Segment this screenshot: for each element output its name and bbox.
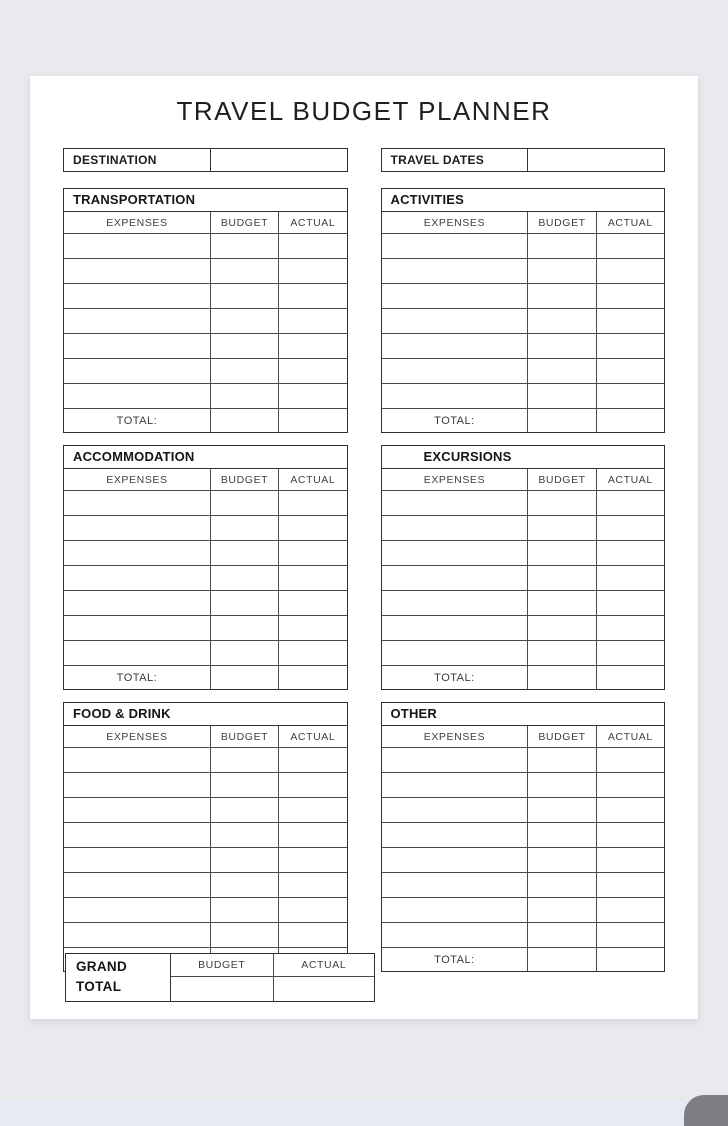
actual-cell[interactable] bbox=[279, 641, 347, 666]
expense-name-cell[interactable] bbox=[64, 848, 210, 873]
expense-row bbox=[382, 873, 665, 898]
expense-name-cell[interactable] bbox=[382, 491, 528, 516]
section-excursions bbox=[381, 445, 666, 690]
budget-cell[interactable] bbox=[528, 798, 596, 823]
actual-cell[interactable] bbox=[596, 591, 664, 616]
actual-cell[interactable] bbox=[596, 309, 664, 334]
actual-cell[interactable] bbox=[279, 259, 347, 284]
expense-row bbox=[382, 641, 665, 666]
actual-cell[interactable] bbox=[279, 284, 347, 309]
expense-name-cell[interactable] bbox=[382, 516, 528, 541]
expense-row bbox=[382, 616, 665, 641]
col-header-expenses: EXPENSES bbox=[382, 212, 528, 234]
expense-row bbox=[64, 641, 347, 666]
expense-row bbox=[64, 334, 347, 359]
travel-dates-input[interactable] bbox=[528, 149, 664, 171]
actual-cell[interactable] bbox=[279, 773, 347, 798]
total-budget-cell[interactable] bbox=[528, 948, 596, 972]
expenses-table bbox=[382, 726, 665, 971]
budget-cell[interactable] bbox=[210, 848, 278, 873]
expense-row bbox=[382, 384, 665, 409]
actual-cell[interactable] bbox=[279, 541, 347, 566]
section-accommodation bbox=[63, 445, 348, 690]
expense-name-cell[interactable] bbox=[382, 334, 528, 359]
budget-cell[interactable] bbox=[528, 898, 596, 923]
expense-row bbox=[382, 309, 665, 334]
expense-name-cell[interactable] bbox=[64, 491, 210, 516]
expenses-table bbox=[382, 212, 665, 432]
expense-name-cell[interactable] bbox=[64, 309, 210, 334]
expense-name-cell[interactable] bbox=[64, 591, 210, 616]
expense-row bbox=[64, 384, 347, 409]
actual-cell[interactable] bbox=[279, 359, 347, 384]
budget-cell[interactable] bbox=[528, 748, 596, 773]
expense-row bbox=[382, 259, 665, 284]
total-actual-cell[interactable] bbox=[596, 409, 664, 433]
expense-row bbox=[382, 516, 665, 541]
expense-name-cell[interactable] bbox=[64, 384, 210, 409]
budget-cell[interactable] bbox=[210, 384, 278, 409]
actual-cell[interactable] bbox=[596, 334, 664, 359]
actual-cell[interactable] bbox=[279, 516, 347, 541]
budget-cell[interactable] bbox=[210, 234, 278, 259]
col-header-actual: ACTUAL bbox=[596, 469, 664, 491]
total-actual-cell[interactable] bbox=[279, 409, 347, 433]
actual-cell[interactable] bbox=[596, 359, 664, 384]
expense-row bbox=[64, 823, 347, 848]
expense-name-cell[interactable] bbox=[64, 359, 210, 384]
actual-cell[interactable] bbox=[596, 748, 664, 773]
column-left bbox=[63, 188, 348, 984]
expense-row bbox=[64, 491, 347, 516]
total-budget-cell[interactable] bbox=[528, 666, 596, 690]
expense-name-cell[interactable] bbox=[382, 748, 528, 773]
col-header-budget: BUDGET bbox=[528, 726, 596, 748]
actual-cell[interactable] bbox=[596, 491, 664, 516]
budget-cell[interactable] bbox=[210, 566, 278, 591]
actual-cell[interactable] bbox=[596, 773, 664, 798]
col-header-budget: BUDGET bbox=[528, 212, 596, 234]
expense-row bbox=[64, 309, 347, 334]
expense-row bbox=[382, 591, 665, 616]
expense-name-cell[interactable] bbox=[382, 284, 528, 309]
actual-cell[interactable] bbox=[279, 748, 347, 773]
expense-row bbox=[64, 234, 347, 259]
total-label: TOTAL: bbox=[382, 409, 528, 433]
actual-cell[interactable] bbox=[596, 284, 664, 309]
expense-row bbox=[382, 923, 665, 948]
expense-name-cell[interactable] bbox=[64, 873, 210, 898]
destination-label: DESTINATION bbox=[64, 149, 211, 171]
col-header-expenses: EXPENSES bbox=[382, 726, 528, 748]
budget-cell[interactable] bbox=[528, 923, 596, 948]
expense-name-cell[interactable] bbox=[64, 641, 210, 666]
actual-cell[interactable] bbox=[596, 823, 664, 848]
actual-cell[interactable] bbox=[279, 616, 347, 641]
header-fields bbox=[63, 148, 665, 172]
total-actual-cell[interactable] bbox=[279, 666, 347, 690]
expense-row bbox=[382, 898, 665, 923]
actual-cell[interactable] bbox=[279, 384, 347, 409]
total-label: TOTAL: bbox=[382, 666, 528, 690]
budget-cell[interactable] bbox=[528, 284, 596, 309]
actual-cell[interactable] bbox=[596, 541, 664, 566]
budget-cell[interactable] bbox=[528, 773, 596, 798]
expense-name-cell[interactable] bbox=[64, 823, 210, 848]
actual-cell[interactable] bbox=[596, 384, 664, 409]
budget-cell[interactable] bbox=[528, 616, 596, 641]
expense-row bbox=[64, 541, 347, 566]
expense-row bbox=[64, 359, 347, 384]
actual-cell[interactable] bbox=[596, 259, 664, 284]
budget-cell[interactable] bbox=[528, 334, 596, 359]
actual-cell[interactable] bbox=[596, 848, 664, 873]
total-budget-cell[interactable] bbox=[210, 409, 278, 433]
col-header-expenses: EXPENSES bbox=[382, 469, 528, 491]
expense-name-cell[interactable] bbox=[64, 923, 210, 948]
col-header-budget: BUDGET bbox=[210, 469, 278, 491]
expense-row bbox=[382, 234, 665, 259]
budget-cell[interactable] bbox=[210, 516, 278, 541]
expense-name-cell[interactable] bbox=[64, 898, 210, 923]
expense-row bbox=[382, 334, 665, 359]
budget-cell[interactable] bbox=[210, 641, 278, 666]
col-header-actual: ACTUAL bbox=[279, 469, 347, 491]
expense-row bbox=[382, 773, 665, 798]
section-title: OTHER bbox=[382, 703, 665, 726]
grand-total-table bbox=[171, 954, 374, 1001]
expense-name-cell[interactable] bbox=[64, 566, 210, 591]
actual-cell[interactable] bbox=[596, 516, 664, 541]
budget-cell[interactable] bbox=[528, 641, 596, 666]
budget-cell[interactable] bbox=[210, 923, 278, 948]
expense-row bbox=[64, 259, 347, 284]
col-header-expenses: EXPENSES bbox=[64, 212, 210, 234]
col-header-expenses: EXPENSES bbox=[64, 469, 210, 491]
expense-name-cell[interactable] bbox=[64, 284, 210, 309]
expense-row bbox=[382, 566, 665, 591]
expense-name-cell[interactable] bbox=[382, 566, 528, 591]
budget-cell[interactable] bbox=[210, 359, 278, 384]
expense-name-cell[interactable] bbox=[64, 798, 210, 823]
expense-name-cell[interactable] bbox=[382, 923, 528, 948]
table-header-row bbox=[382, 212, 665, 234]
expense-name-cell[interactable] bbox=[382, 384, 528, 409]
expense-name-cell[interactable] bbox=[64, 234, 210, 259]
total-row bbox=[382, 948, 665, 972]
expense-name-cell[interactable] bbox=[382, 898, 528, 923]
col-header-budget: BUDGET bbox=[210, 212, 278, 234]
expense-name-cell[interactable] bbox=[382, 234, 528, 259]
total-row bbox=[64, 409, 347, 433]
actual-cell[interactable] bbox=[279, 873, 347, 898]
budget-cell[interactable] bbox=[528, 516, 596, 541]
actual-cell[interactable] bbox=[279, 923, 347, 948]
col-header-actual: ACTUAL bbox=[596, 726, 664, 748]
planner-page bbox=[30, 76, 698, 1019]
expense-name-cell[interactable] bbox=[382, 359, 528, 384]
section-food-drink bbox=[63, 702, 348, 972]
total-row bbox=[382, 666, 665, 690]
table-header-row bbox=[64, 212, 347, 234]
expense-row bbox=[64, 848, 347, 873]
travel-dates-field bbox=[381, 148, 666, 172]
budget-cell[interactable] bbox=[210, 334, 278, 359]
expense-name-cell[interactable] bbox=[64, 334, 210, 359]
expense-name-cell[interactable] bbox=[382, 259, 528, 284]
table-header-row bbox=[64, 469, 347, 491]
section-title: TRANSPORTATION bbox=[64, 189, 347, 212]
expense-name-cell[interactable] bbox=[382, 873, 528, 898]
col-header-expenses: EXPENSES bbox=[64, 726, 210, 748]
actual-cell[interactable] bbox=[596, 234, 664, 259]
expense-row bbox=[382, 848, 665, 873]
actual-cell[interactable] bbox=[596, 873, 664, 898]
section-activities bbox=[381, 188, 666, 433]
expense-row bbox=[64, 898, 347, 923]
budget-cell[interactable] bbox=[210, 823, 278, 848]
budget-cell[interactable] bbox=[528, 259, 596, 284]
actual-cell[interactable] bbox=[279, 798, 347, 823]
actual-cell[interactable] bbox=[596, 923, 664, 948]
actual-cell[interactable] bbox=[279, 491, 347, 516]
actual-cell[interactable] bbox=[596, 566, 664, 591]
expense-name-cell[interactable] bbox=[64, 259, 210, 284]
expense-name-cell[interactable] bbox=[382, 641, 528, 666]
total-row bbox=[382, 409, 665, 433]
expense-name-cell[interactable] bbox=[64, 773, 210, 798]
expenses-table bbox=[64, 469, 347, 689]
expense-name-cell[interactable] bbox=[382, 541, 528, 566]
expense-row bbox=[64, 566, 347, 591]
grand-total-budget-header: BUDGET bbox=[171, 954, 273, 977]
grand-total-actual-cell[interactable] bbox=[273, 977, 375, 1001]
budget-cell[interactable] bbox=[210, 898, 278, 923]
expense-name-cell[interactable] bbox=[64, 541, 210, 566]
budget-cell[interactable] bbox=[210, 491, 278, 516]
bottom-strip bbox=[0, 1100, 728, 1126]
expense-row bbox=[64, 516, 347, 541]
expense-name-cell[interactable] bbox=[382, 773, 528, 798]
budget-cell[interactable] bbox=[210, 773, 278, 798]
total-budget-cell[interactable] bbox=[210, 666, 278, 690]
total-label: TOTAL: bbox=[382, 948, 528, 972]
total-actual-cell[interactable] bbox=[596, 666, 664, 690]
budget-cell[interactable] bbox=[528, 873, 596, 898]
expense-name-cell[interactable] bbox=[64, 616, 210, 641]
expense-row bbox=[382, 284, 665, 309]
section-title: FOOD & DRINK bbox=[64, 703, 347, 726]
expense-row bbox=[382, 798, 665, 823]
expense-row bbox=[382, 359, 665, 384]
budget-cell[interactable] bbox=[210, 284, 278, 309]
expense-name-cell[interactable] bbox=[382, 798, 528, 823]
expense-name-cell[interactable] bbox=[382, 823, 528, 848]
section-title: EXCURSIONS bbox=[382, 446, 665, 469]
actual-cell[interactable] bbox=[596, 641, 664, 666]
col-header-actual: ACTUAL bbox=[279, 212, 347, 234]
budget-cell[interactable] bbox=[528, 309, 596, 334]
budget-cell[interactable] bbox=[528, 384, 596, 409]
expense-name-cell[interactable] bbox=[382, 309, 528, 334]
actual-cell[interactable] bbox=[279, 848, 347, 873]
budget-cell[interactable] bbox=[210, 259, 278, 284]
budget-cell[interactable] bbox=[528, 848, 596, 873]
actual-cell[interactable] bbox=[596, 898, 664, 923]
expense-row bbox=[64, 591, 347, 616]
expense-row bbox=[64, 748, 347, 773]
grand-total-box bbox=[65, 953, 375, 1002]
expense-row bbox=[64, 616, 347, 641]
expenses-table bbox=[382, 469, 665, 689]
budget-cell[interactable] bbox=[528, 823, 596, 848]
expense-name-cell[interactable] bbox=[64, 516, 210, 541]
section-title: ACCOMMODATION bbox=[64, 446, 347, 469]
budget-cell[interactable] bbox=[528, 591, 596, 616]
expenses-table bbox=[64, 212, 347, 432]
table-header-row bbox=[382, 469, 665, 491]
expense-row bbox=[382, 823, 665, 848]
col-header-actual: ACTUAL bbox=[279, 726, 347, 748]
expense-row bbox=[64, 773, 347, 798]
col-header-actual: ACTUAL bbox=[596, 212, 664, 234]
actual-cell[interactable] bbox=[279, 334, 347, 359]
actual-cell[interactable] bbox=[279, 823, 347, 848]
total-actual-cell[interactable] bbox=[596, 948, 664, 972]
budget-cell[interactable] bbox=[210, 541, 278, 566]
budget-cell[interactable] bbox=[210, 798, 278, 823]
table-header-row bbox=[382, 726, 665, 748]
budget-cell[interactable] bbox=[210, 591, 278, 616]
expense-row bbox=[64, 284, 347, 309]
travel-dates-label: TRAVEL DATES bbox=[382, 149, 529, 171]
expense-row bbox=[382, 541, 665, 566]
page-title: TRAVEL BUDGET PLANNER bbox=[176, 96, 552, 126]
expense-name-cell[interactable] bbox=[382, 848, 528, 873]
actual-cell[interactable] bbox=[279, 591, 347, 616]
actual-cell[interactable] bbox=[596, 798, 664, 823]
total-label: TOTAL: bbox=[64, 666, 210, 690]
grand-total-actual-header: ACTUAL bbox=[273, 954, 375, 977]
column-right bbox=[381, 188, 666, 984]
actual-cell[interactable] bbox=[279, 234, 347, 259]
actual-cell[interactable] bbox=[596, 616, 664, 641]
total-budget-cell[interactable] bbox=[528, 409, 596, 433]
table-header-row bbox=[64, 726, 347, 748]
expense-row bbox=[64, 873, 347, 898]
budget-cell[interactable] bbox=[210, 748, 278, 773]
budget-cell[interactable] bbox=[528, 566, 596, 591]
expenses-table bbox=[64, 726, 347, 971]
actual-cell[interactable] bbox=[279, 309, 347, 334]
grand-total-label-line1: GRAND bbox=[76, 959, 127, 974]
destination-field bbox=[63, 148, 348, 172]
section-title: ACTIVITIES bbox=[382, 189, 665, 212]
budget-cell[interactable] bbox=[210, 873, 278, 898]
expense-row bbox=[382, 748, 665, 773]
destination-input[interactable] bbox=[211, 149, 347, 171]
total-label: TOTAL: bbox=[64, 409, 210, 433]
budget-cell[interactable] bbox=[528, 234, 596, 259]
expense-name-cell[interactable] bbox=[382, 591, 528, 616]
expense-row bbox=[382, 491, 665, 516]
corner-overlay-shape bbox=[684, 1095, 728, 1126]
budget-cell[interactable] bbox=[210, 616, 278, 641]
total-row bbox=[64, 666, 347, 690]
budget-cell[interactable] bbox=[528, 359, 596, 384]
col-header-budget: BUDGET bbox=[528, 469, 596, 491]
grand-total-label-line2: TOTAL bbox=[76, 979, 122, 994]
actual-cell[interactable] bbox=[279, 898, 347, 923]
expense-row bbox=[64, 798, 347, 823]
actual-cell[interactable] bbox=[279, 566, 347, 591]
section-other bbox=[381, 702, 666, 972]
grand-total-budget-cell[interactable] bbox=[171, 977, 273, 1001]
expense-name-cell[interactable] bbox=[382, 616, 528, 641]
expense-row bbox=[64, 923, 347, 948]
budget-cell[interactable] bbox=[528, 541, 596, 566]
sections-grid bbox=[63, 188, 665, 984]
expense-name-cell[interactable] bbox=[64, 748, 210, 773]
budget-cell[interactable] bbox=[528, 491, 596, 516]
section-transportation bbox=[63, 188, 348, 433]
budget-cell[interactable] bbox=[210, 309, 278, 334]
col-header-budget: BUDGET bbox=[210, 726, 278, 748]
grand-total-label bbox=[66, 954, 171, 1001]
